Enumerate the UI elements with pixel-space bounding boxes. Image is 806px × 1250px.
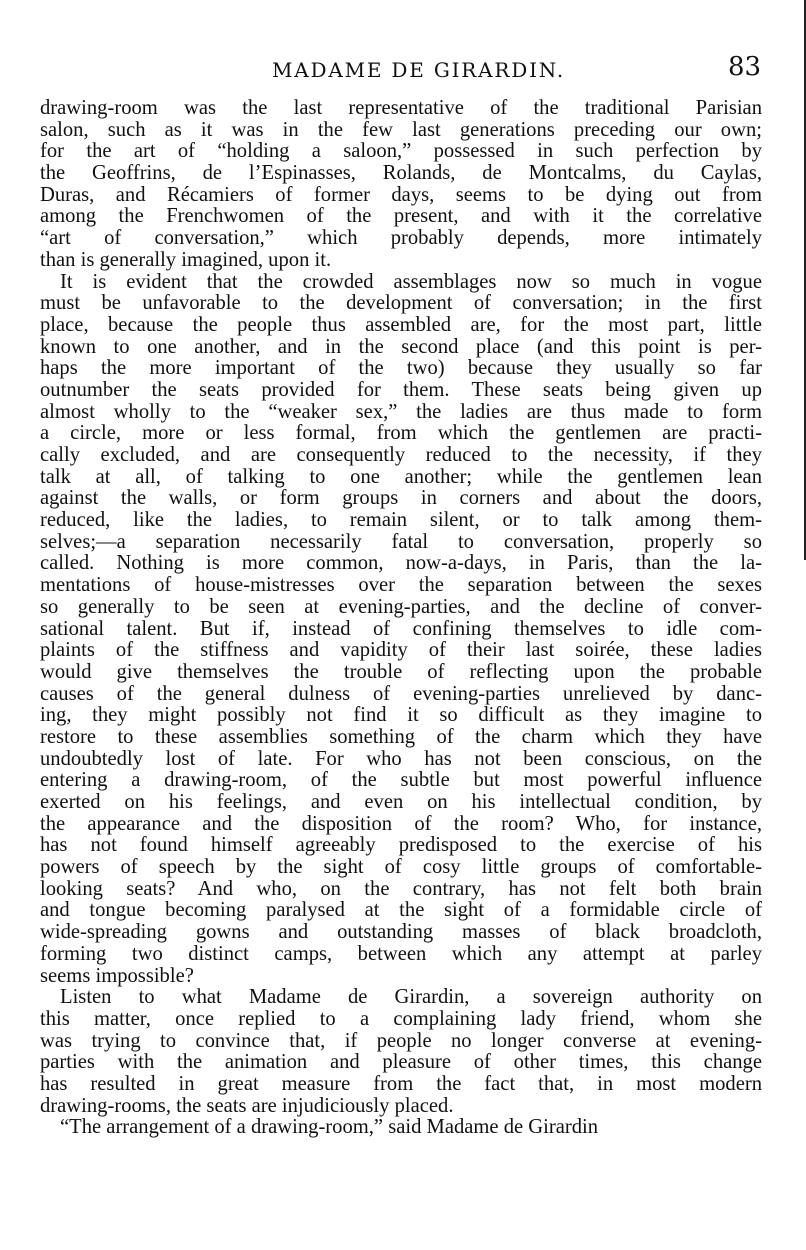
text-line: the Geoffrins, de l’Espinasses, Rolands, de Montcalms, du Caylas, xyxy=(40,162,762,185)
text-line: powers of speech by the sight of cosy little groups of comfortable- xyxy=(40,856,762,879)
body-text xyxy=(40,98,762,1139)
text-line: Listen to what Madame de Girardin, a sovereign authority on xyxy=(60,986,762,1009)
text-line: known to one another, and in the second place (and this point is per- xyxy=(40,335,762,358)
text-line: almost wholly to the “weaker sex,” the ladies are thus made to form xyxy=(40,400,762,423)
page-number: 83 xyxy=(728,52,762,82)
text-line: haps the more important of the two) because they usually so far xyxy=(40,357,762,380)
text-line: causes of the general dulness of evening-parties unrelieved by danc- xyxy=(40,682,762,705)
text-line: salon, such as it was in the few last generations preceding our own; xyxy=(40,118,762,141)
text-line: seems impossible? xyxy=(40,964,194,987)
text-line: than is generally imagined, upon it. xyxy=(40,248,332,271)
text-line: selves;—a separation necessarily fatal to conversation, properly so xyxy=(40,530,762,553)
text-line: this matter, once replied to a complaining lady friend, whom she xyxy=(40,1007,762,1030)
text-line: wide-spreading gowns and outstanding masses of black broadcloth, xyxy=(40,921,762,944)
text-line: has not found himself agreeably predisposed to the exercise of his xyxy=(40,834,762,857)
text-line: a circle, more or less formal, from which the gentlemen are practi- xyxy=(40,422,762,445)
text-line: place, because the people thus assembled are, for the most part, little xyxy=(40,313,762,336)
text-line: mentations of house-mistresses over the separation between the sexes xyxy=(40,574,762,597)
text-line: plaints of the stiffness and vapidity of their last soirée, these ladies xyxy=(40,639,762,662)
text-line: reduced, like the ladies, to remain silent, or to talk among them- xyxy=(40,509,762,532)
text-line: cally excluded, and are consequently reduced to the necessity, if they xyxy=(40,444,762,466)
text-line: restore to these assemblies something of the charm which they have xyxy=(40,725,762,748)
text-line: for the art of “holding a saloon,” possessed in such perfection by xyxy=(40,140,762,163)
text-line: so generally to be seen at evening-parties, and the decline of conver- xyxy=(40,595,762,618)
text-line: ing, they might possibly not find it so difficult as they imagine to xyxy=(40,704,762,727)
text-line: has resulted in great measure from the fact that, in most modern xyxy=(40,1072,762,1095)
text-line: was trying to convince that, if people no longer converse at evening- xyxy=(40,1029,762,1052)
text-line: Duras, and Récamiers of former days, seems to be dying out from xyxy=(40,183,762,206)
text-line: against the walls, or form groups in corners and about the doors, xyxy=(40,487,762,510)
text-line: and tongue becoming paralysed at the sight of a formidable circle of xyxy=(40,899,762,922)
text-line: It is evident that the crowded assemblages now so much in vogue xyxy=(60,270,762,293)
text-line: outnumber the seats provided for them. These seats being given up xyxy=(40,378,762,401)
text-line: talk at all, of talking to one another; while the gentlemen lean xyxy=(40,465,762,488)
text-line: drawing-rooms, the seats are injudiciously placed. xyxy=(40,1094,454,1117)
running-head xyxy=(0,52,806,86)
text-line: sational talent. But if, instead of confining themselves to idle com- xyxy=(40,617,762,640)
text-line: exerted on his feelings, and even on his intellectual condition, by xyxy=(40,791,762,813)
text-line: among the Frenchwomen of the present, and with it the correlative xyxy=(40,205,762,228)
text-line: undoubtedly lost of late. For who has not been conscious, on the xyxy=(40,747,762,770)
text-line: forming two distinct camps, between which any attempt at parley xyxy=(40,942,762,965)
text-line: “art of conversation,” which probably depends, more intimately xyxy=(40,227,762,250)
text-line: called. Nothing is more common, now-a-days, in Paris, than the la- xyxy=(40,552,762,575)
text-line: must be unfavorable to the development of conversation; in the first xyxy=(40,292,762,315)
text-line: parties with the animation and pleasure of other times, this change xyxy=(40,1051,762,1074)
text-line: looking seats? And who, on the contrary, has not felt both brain xyxy=(40,877,762,900)
running-title: MADAME DE GIRARDIN. xyxy=(272,58,565,82)
text-line: the appearance and the disposition of the room? Who, for instance, xyxy=(40,812,762,835)
text-line: drawing-room was the last representative of the traditional Parisian xyxy=(40,97,762,119)
text-line: “The arrangement of a drawing-room,” said Madame de Girardin xyxy=(60,1116,599,1139)
text-line: entering a drawing-room, of the subtle but most powerful influence xyxy=(40,769,762,792)
text-line: would give themselves the trouble of reflecting upon the probable xyxy=(40,660,762,683)
